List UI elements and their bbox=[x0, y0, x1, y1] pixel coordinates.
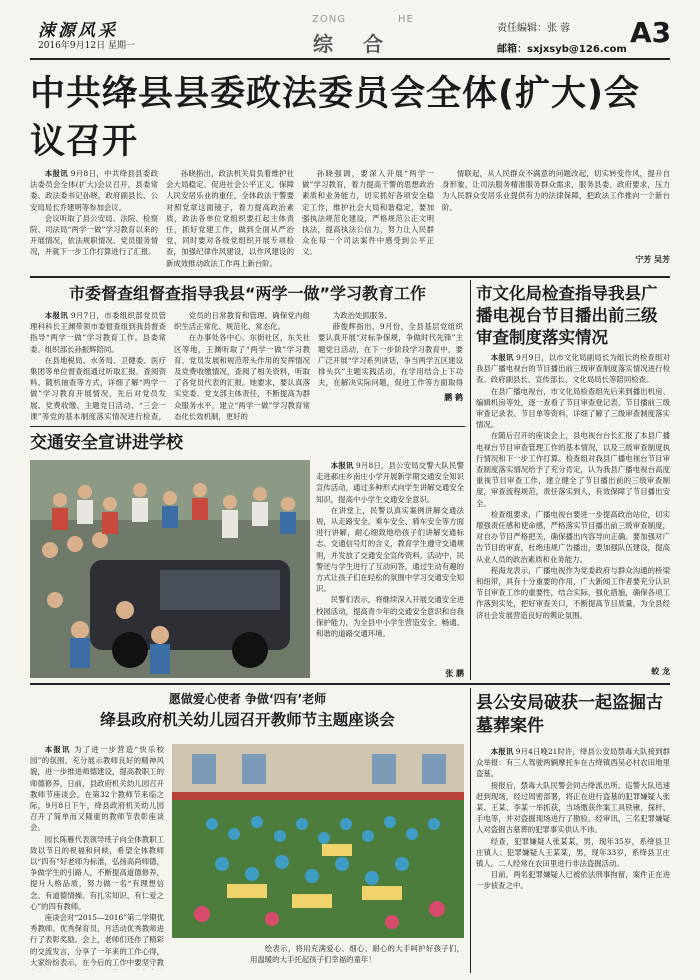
study-headline: 市委督查组督查指导我县“两学一做”学习教育工作 bbox=[68, 284, 427, 303]
editor-email: 邮箱：sxjxsyb@126.com bbox=[497, 44, 627, 55]
lead-byline: 宁芳 吴芳 bbox=[635, 254, 670, 264]
radio-headline: 市文化局检查指导我县广播电视台节目播出前三级审查制度落实情况 bbox=[476, 284, 658, 347]
masthead-brand: 涑源风采 bbox=[38, 21, 118, 41]
divider bbox=[470, 280, 471, 680]
antiquity-headline: 县公安局破获一起盗掘古墓葬案件 bbox=[476, 693, 663, 736]
study-col-2: 党员的日常教育和管理。确保党内组织生活正常化、规范化、常态化。 在办事处各中心、东街社区，东关社区等地，王渊听取了“两学一做”学习教育、党员发展和规范带头作用的发挥情况及党费收缴情况，查阅了相关资料，听取了各党员代表的汇报。她要求，要认真落实党委、党支部主体责任，不断提高为群众服务水平，建立“两学一做”学习教育常态化长效机制，更好的 bbox=[174, 311, 310, 421]
divider bbox=[30, 683, 670, 685]
kg-kicker: 愿做爱心使者 争做‘四有’老师 bbox=[168, 692, 327, 706]
lead-col-1: 本报讯 9月8日，中共绛县县委政法委员会全体(扩大)会议召开，县委常委、政法委书记孙晓，政府副县长、公安局局长乔建明等参加会议。 会议听取了县公安局、法院、检察院、司法局“两学一做”学习教育以来的开展情况，依法规职情况、党员服务情况，并就下一步工作打算进行了汇报。 bbox=[30, 169, 158, 257]
divider bbox=[30, 276, 670, 278]
issue-date: 2016年9月12日 星期一 bbox=[38, 41, 135, 51]
study-col-3: 为政治处抓服务。 薛俊辉指出，9月份，全县基层党组织要认真开展“对标争保规，争做时代先锋”主题党日活动，在下一步阶段学习教育中，要广泛开展“学习系列讲话，争当两学五区建设排头兵”主题实践活动，在学用结合上下功夫，在解决实际问题，促进工作等方面取得 bbox=[318, 311, 463, 388]
lead-col-2: 孙晓指出，政法机关肩负着维护社会大局稳定、促进社会公平正义、保障人民安居乐业的重任，全体政法干警要对照党章这面镜子，着力提高政治素质，政法各单位党组织要扛起主体责任，抓好党建工作，做到全面从严治党，同时要对各级党组织开展专项检查，加强纪律作风建设，以作风建设的新成效推动政法工作再上新台阶。 bbox=[166, 169, 294, 268]
kg-photo bbox=[172, 744, 464, 938]
lead-col-3: 孙晓强调，要深入开展“两学一做”学习教育，着力提高干警的思想政治素质和业务能力，切实抓好各项安全稳定工作，维护社会大局和谐稳定，要加强执法规范化建设，严格规范公正文明执法，提高执法公信力，努力让人民群众在每一个司法案件中感受到公平正义。 bbox=[302, 169, 434, 257]
page-number: A3 bbox=[630, 16, 672, 49]
divider bbox=[30, 426, 465, 427]
traffic-byline: 张 鹏 bbox=[445, 668, 464, 678]
radio-byline: 蛟 龙 bbox=[651, 666, 670, 676]
editor-name: 责任编辑：张 蓉 bbox=[497, 23, 571, 34]
antiquity-body: 本报讯 9月4日晚21时许，绛县公安局禁毒大队接到群众举报：有三人驾驶两辆摩托车在古绛镇西吴必村农田地里盗墓。 接报后，禁毒大队民警会同古绛派出所、巡警大队迅速赶到现场，经过周密部署，将正在进行盗墓的犯罪嫌疑人张某、王某、李某一举抓获，当场缴获作案工具铁锹、探杆、手电等，并对盗掘现场进行了勘验。经审讯，三名犯罪嫌疑人对盗掘古墓葬的犯罪事实供认不讳。 经查，犯罪嫌疑人张某某，男，现年35岁，系绛县卫庄镇人；犯罪嫌疑人王某某，男，现年33岁，系绛县卫庄镇人。二人经常在农田里进行非法盗掘活动。 目前，两名犯罪嫌疑人已被依法刑事拘留，案件正在进一步侦查之中。 bbox=[476, 747, 670, 891]
kg-body: 本报讯 为了进一步营造“快乐校园”的氛围，充分展示教师良好的精神风貌，进一步推进师德建设，提高教职工的师德修养，日前，县政府机关幼儿园召开教师节座谈会。在第32个教师节来临之际，9月8日下午，绛县政府机关幼儿园召开了简单而又隆重的教师节表彰座谈会。 园长陈雁代表领导班子向全体教职工致以节日的祝福和问候，希望全体教师以“四有”好老师为标准，弘扬高尚师德，争做学生的引路人，不断提高道德修养，提升人格品质，努力做一名“有理想信念、有道德情操、有扎实知识、有仁爱之心”的四有教师。 座谈会对“2015—2016”第二学期优秀教师、优秀保育员、月活动优秀教师进行了表彰奖励。会上，老师们还作了精彩的交流发言，分享了一年来的工作心得，大家纷纷表示，在今后的工作中要坚守教 bbox=[30, 745, 164, 967]
divider bbox=[470, 688, 471, 973]
traffic-photo bbox=[30, 460, 310, 678]
section-pinyin: ZONG HE bbox=[312, 14, 414, 25]
study-byline: 鹏 鹤 bbox=[444, 392, 463, 402]
editor-info bbox=[497, 19, 627, 55]
study-col-1: 本报讯 9月7日，市委组织部党员管理科科长王渊带领市委督查组到我县督查指导“两学一做”学习教育工作。县委常委、组织部长孙振辉陪同。 在县地税局、水务局、卫健委、医疗集团等单位督查组通过听取汇报、查阅资料、随机抽查等方式，详细了解“两学一做”学习教育开展情况，先后对党员发展、党费收缴、主题党日活动、“三会一课”等党的基本制度落实情况进行检查， bbox=[30, 311, 166, 421]
section-title: 综合 bbox=[313, 32, 413, 56]
traffic-headline: 交通安全宣讲进学校 bbox=[30, 433, 183, 453]
traffic-body: 本报讯 9月8日，县公安局交警大队民警走进郝庄乡南庄小学开展新学期交通安全知识宣传活动，通过多种形式向学生讲解交通安全知识，提高中小学生交通安全意识。 在讲堂上，民警以真实案例讲解交通法规，从走路安全、乘车安全、骑车安全等方面进行讲解，耐心细致地给孩子们讲解交通标志、交通信号灯的含义，教育学生遵守交通规则，并发放了交通安全宣传资料。活动中，民警还与学生进行了互动问答，通过生动有趣的方式让孩子们在轻松的氛围中学习交通安全知识。 民警们表示，将继续深入开展交通安全进校园活动，提高青少年的交通安全意识和自我保护能力，为全县中小学生营造安全、畅通、和谐的道路交通环境。 bbox=[316, 461, 464, 639]
kg-headline: 绛县政府机关幼儿园召开教师节主题座谈会 bbox=[100, 711, 395, 729]
kg-caption: 绘表示，将用充满爱心、细心、耐心的大手呵护好孩子们，用温暖的大手托起孩子们幸福的童年！ bbox=[250, 944, 464, 965]
radio-body: 本报讯 9月9日，以市文化局副局长为组长的检查组对我县广播电视台的节目播出前三级审查制度落实情况进行检查。政府副县长、宣传部长、文化局局长等陪同检查。 在县广播电视台，市文化局检查组先后来到播出机房、编辑机房等处，逐一查看了节目审查登记表、节目播前三级审查记录表、节目单等资料，详细了解了三级审查制度落实情况。 在随后召开的座谈会上，县电视台台长汇报了本县广播电视台节目审查管理工作的基本情况，以及三级审查制度执行情况和下一步工作打算。检查组对我县广播电视台节目审查制度落实情况给予了充分肯定，认为我县广播电视台高度重视节目审查工作，建立健全了节目播出前的三级审查制度，审查流程规范，责任落实到人，有效保障了节目播出安全。 检查组要求，广播电视台要进一步提高政治站位，切实增强责任感和使命感，严格落实节目播出前三级审查制度，对自办节目严格把关，确保播出内容导向正确。要加强对广告节目的审查，杜绝违规广告播出，要加强队伍建设，提高从业人员的政治素质和业务能力。 程海龙表示，广播电视作为党委政府与群众沟通的桥梁和纽带，具有十分重要的作用，广大新闻工作者要充分认识节目审查工作的重要性，结合实际，强化措施，确保各项工作落到实处，把好审查关口，不断提高节目质量，为全县经济社会发展营造良好的舆论氛围。 bbox=[476, 353, 670, 620]
lead-col-4: 情联起，从人民群众不满意的问题改起，切实转变作风，提升自身形象，让司法服务精准服务群众需求，服务县委、政府要求，压力为人民群众安居乐业提供有力的法律保障，把政法工作推向一个新台阶。 bbox=[442, 169, 670, 212]
lead-headline: 中共绛县县委政法委员会全体(扩大)会议召开 bbox=[30, 74, 640, 162]
header-rule bbox=[30, 58, 670, 60]
